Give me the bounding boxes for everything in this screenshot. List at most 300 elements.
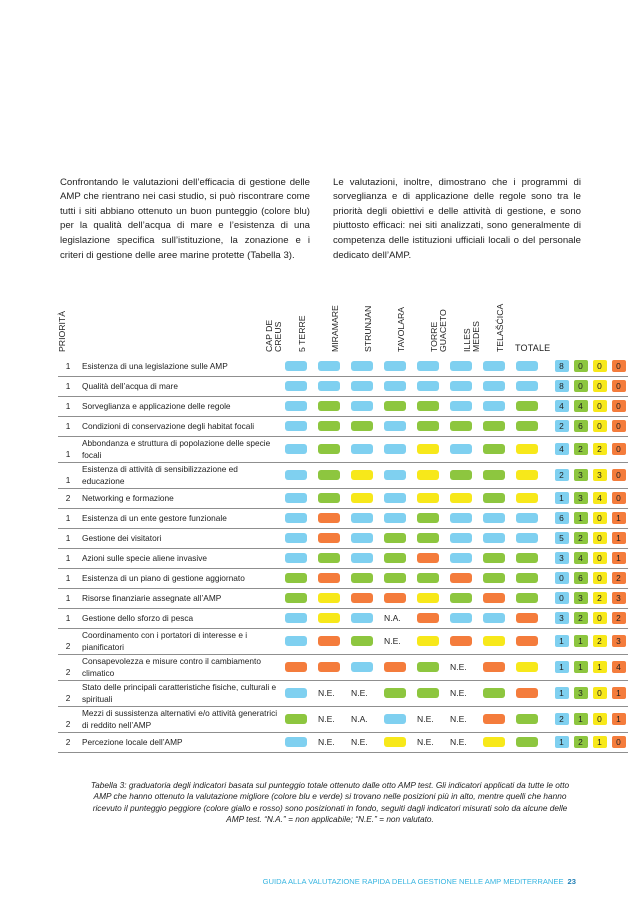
total-cell: [609, 356, 628, 376]
total-count: 3: [555, 612, 569, 624]
total-count: 4: [555, 443, 569, 455]
total-count: 3: [612, 635, 626, 647]
total-count: 0: [593, 572, 607, 584]
total-cell: [590, 654, 609, 680]
total-cell: [552, 608, 571, 628]
total-cell: [590, 436, 609, 462]
rating-cell: [511, 356, 544, 376]
rating-pill: [483, 470, 505, 480]
rating-pill: [450, 401, 472, 411]
rating-pill: [318, 613, 340, 623]
rating-cell: [313, 436, 346, 462]
total-count: 1: [574, 713, 588, 725]
not-rated-label: N.E.: [318, 737, 335, 747]
rating-pill: [318, 493, 340, 503]
spacer-cell: [544, 488, 552, 508]
rating-cell: [412, 376, 445, 396]
rating-pill: [351, 533, 373, 543]
rating-cell: [280, 654, 313, 680]
total-cell: [552, 548, 571, 568]
not-rated-cell: [346, 680, 379, 706]
rating-cell: [412, 488, 445, 508]
rating-pill: [483, 593, 505, 603]
rating-pill: [450, 593, 472, 603]
rating-cell: [478, 608, 511, 628]
total-count: 1: [555, 492, 569, 504]
not-rated-label: N.E.: [351, 737, 368, 747]
page-number: 23: [567, 877, 576, 886]
rating-pill: [450, 421, 472, 431]
rating-pill: [384, 553, 406, 563]
total-cell: [571, 416, 590, 436]
total-cell: [609, 588, 628, 608]
total-cell: [552, 462, 571, 488]
priority-cell: 1: [58, 608, 78, 628]
total-cell: [609, 416, 628, 436]
rating-pill: [318, 553, 340, 563]
rating-cell: [379, 732, 412, 752]
indicator-label: Networking e formazione: [78, 488, 280, 508]
rating-pill: [516, 470, 538, 480]
table-caption: Tabella 3: graduatoria degli indicatori basata sul punteggio totale ottenuto dalle otto AMP test. Gli indicatori applicati da tutte le otto AMP che hanno ottenuto la valutazione migliore (colore blu e verde) si trovano nelle posizioni più in alto, mentre quelli che hanno ricevuto il punteggio peggiore (colore giallo e rosso) sono posizionati in fondo, seguiti dagli indicatori misurati solo da alcune delle AMP test. “N.A.” = non applicabile; “N.E.” = non valutato.: [90, 780, 570, 824]
rating-pill: [483, 688, 505, 698]
total-cell: [571, 628, 590, 654]
rating-cell: [478, 654, 511, 680]
rating-pill: [417, 636, 439, 646]
total-count: 3: [574, 687, 588, 699]
total-cell: [552, 628, 571, 654]
not-rated-label: N.E.: [351, 688, 368, 698]
rating-pill: [450, 381, 472, 391]
rating-cell: [346, 376, 379, 396]
rating-pill: [384, 737, 406, 747]
indicator-label: Gestione dei visitatori: [78, 528, 280, 548]
total-cell: [609, 732, 628, 752]
total-count: 2: [593, 592, 607, 604]
rating-cell: [445, 376, 478, 396]
rating-cell: [280, 416, 313, 436]
rating-cell: [412, 508, 445, 528]
rating-cell: [445, 356, 478, 376]
total-cell: [571, 608, 590, 628]
rating-pill: [318, 470, 340, 480]
rating-cell: [511, 396, 544, 416]
rating-cell: [379, 356, 412, 376]
total-count: 6: [555, 512, 569, 524]
table-row: [58, 488, 628, 508]
rating-pill: [417, 662, 439, 672]
rating-pill: [516, 593, 538, 603]
rating-pill: [450, 470, 472, 480]
rating-pill: [450, 533, 472, 543]
table-row: [58, 608, 628, 628]
indicator-label: Risorse finanziarie assegnate all’AMP: [78, 588, 280, 608]
total-cell: [552, 732, 571, 752]
rating-cell: [412, 568, 445, 588]
rating-cell: [346, 396, 379, 416]
rating-pill: [417, 573, 439, 583]
total-cell: [571, 548, 590, 568]
total-cell: [571, 396, 590, 416]
priority-cell: 1: [58, 508, 78, 528]
rating-pill: [285, 533, 307, 543]
rating-pill: [483, 737, 505, 747]
rating-cell: [346, 628, 379, 654]
total-cell: [552, 654, 571, 680]
priority-cell: 1: [58, 376, 78, 396]
rating-pill: [285, 737, 307, 747]
rating-cell: [478, 732, 511, 752]
rating-pill: [285, 470, 307, 480]
rating-pill: [483, 444, 505, 454]
indicator-label: Esistenza di attività di sensibilizzazione ed educazione: [78, 462, 280, 488]
table-row: [58, 376, 628, 396]
rating-cell: [379, 654, 412, 680]
spacer-cell: [544, 528, 552, 548]
table-row: [58, 680, 628, 706]
rating-pill: [384, 381, 406, 391]
total-cell: [590, 416, 609, 436]
not-rated-cell: [313, 732, 346, 752]
total-count: 2: [555, 469, 569, 481]
spacer-cell: [544, 548, 552, 568]
rating-pill: [318, 533, 340, 543]
rating-cell: [313, 548, 346, 568]
table-row: [58, 356, 628, 376]
total-count: 4: [574, 552, 588, 564]
total-cell: [609, 488, 628, 508]
spacer-cell: [544, 376, 552, 396]
indicator-label: Esistenza di una legislazione sulle AMP: [78, 356, 280, 376]
total-cell: [609, 436, 628, 462]
rating-cell: [412, 462, 445, 488]
rating-cell: [478, 436, 511, 462]
total-count: 2: [574, 443, 588, 455]
total-cell: [552, 356, 571, 376]
total-cell: [571, 508, 590, 528]
spacer-cell: [544, 608, 552, 628]
rating-pill: [318, 381, 340, 391]
rating-cell: [346, 462, 379, 488]
site-header: ILLES MEDES: [462, 321, 481, 352]
rating-pill: [483, 513, 505, 523]
table-row: [58, 628, 628, 654]
total-count: 0: [612, 492, 626, 504]
total-count: 1: [574, 512, 588, 524]
total-count: 8: [555, 380, 569, 392]
rating-pill: [285, 421, 307, 431]
spacer-cell: [544, 680, 552, 706]
rating-cell: [379, 376, 412, 396]
rating-pill: [285, 688, 307, 698]
rating-pill: [450, 444, 472, 454]
rating-cell: [478, 508, 511, 528]
priority-cell: 2: [58, 628, 78, 654]
footer-title: GUIDA ALLA VALUTAZIONE RAPIDA DELLA GESTIONE NELLE AMP MEDITERRANEE: [262, 877, 564, 886]
rating-cell: [379, 508, 412, 528]
total-count: 3: [574, 592, 588, 604]
rating-cell: [280, 628, 313, 654]
not-rated-label: N.E.: [450, 688, 467, 698]
rating-cell: [280, 588, 313, 608]
rating-pill: [417, 593, 439, 603]
total-count: 6: [574, 420, 588, 432]
priority-cell: 2: [58, 488, 78, 508]
priority-cell: 2: [58, 680, 78, 706]
rating-pill: [384, 573, 406, 583]
rating-pill: [285, 493, 307, 503]
total-cell: [609, 548, 628, 568]
rating-pill: [516, 444, 538, 454]
priority-cell: 1: [58, 548, 78, 568]
rating-pill: [285, 381, 307, 391]
rating-cell: [346, 588, 379, 608]
rating-cell: [313, 528, 346, 548]
total-count: 3: [574, 492, 588, 504]
rating-cell: [313, 488, 346, 508]
rating-cell: [412, 588, 445, 608]
paragraph-right: Le valutazioni, inoltre, dimostrano che i programmi di sorveglianza e di applicazione delle regole sono tra le priorità degli obiettivi e delle attività di gestione, e sono piuttosto efficaci: nei siti analizzati, sono generalmente di competenza delle istituzioni ufficiali locali o del personale dedicato dell’AMP.: [333, 176, 581, 261]
rating-pill: [351, 361, 373, 371]
rating-cell: [280, 508, 313, 528]
rating-pill: [351, 493, 373, 503]
table-row: [58, 548, 628, 568]
rating-pill: [285, 636, 307, 646]
total-count: 0: [593, 532, 607, 544]
rating-cell: [313, 654, 346, 680]
rating-cell: [346, 608, 379, 628]
total-count: 0: [593, 380, 607, 392]
spacer-cell: [544, 732, 552, 752]
site-header: TELAŠĆICA: [495, 303, 505, 352]
rating-cell: [346, 528, 379, 548]
rating-pill: [417, 361, 439, 371]
rating-pill: [483, 361, 505, 371]
rating-pill: [384, 533, 406, 543]
rating-cell: [478, 588, 511, 608]
rating-cell: [313, 608, 346, 628]
not-rated-cell: [445, 680, 478, 706]
indicator-label: Condizioni di conservazione degli habitat focali: [78, 416, 280, 436]
rating-cell: [511, 706, 544, 732]
rating-pill: [417, 688, 439, 698]
site-header: CAP DE CREUS: [264, 319, 283, 352]
table-row: [58, 462, 628, 488]
assessment-table: [58, 356, 628, 753]
rating-pill: [516, 737, 538, 747]
not-rated-label: N.E.: [417, 714, 434, 724]
rating-pill: [450, 493, 472, 503]
total-count: 1: [593, 661, 607, 673]
spacer-cell: [544, 462, 552, 488]
total-cell: [552, 376, 571, 396]
total-cell: [590, 462, 609, 488]
indicator-label: Consapevolezza e misure contro il cambiamento climatico: [78, 654, 280, 680]
not-rated-cell: [346, 706, 379, 732]
total-count: 4: [555, 400, 569, 412]
total-count: 2: [574, 532, 588, 544]
rating-cell: [412, 436, 445, 462]
rating-cell: [511, 548, 544, 568]
rating-cell: [511, 416, 544, 436]
total-count: 2: [593, 635, 607, 647]
rating-cell: [445, 568, 478, 588]
rating-pill: [483, 662, 505, 672]
total-cell: [609, 462, 628, 488]
indicator-label: Percezione locale dell’AMP: [78, 732, 280, 752]
rating-cell: [313, 356, 346, 376]
priority-cell: 1: [58, 396, 78, 416]
rating-pill: [384, 421, 406, 431]
rating-cell: [412, 654, 445, 680]
spacer-cell: [544, 588, 552, 608]
total-cell: [590, 548, 609, 568]
rating-cell: [511, 568, 544, 588]
rating-pill: [483, 533, 505, 543]
rating-pill: [318, 361, 340, 371]
priority-cell: 1: [58, 462, 78, 488]
indicator-label: Gestione dello sforzo di pesca: [78, 608, 280, 628]
indicator-label: Azioni sulle specie aliene invasive: [78, 548, 280, 568]
total-cell: [609, 396, 628, 416]
rating-cell: [280, 732, 313, 752]
page-footer: [263, 877, 576, 886]
spacer-cell: [544, 396, 552, 416]
not-rated-cell: [313, 706, 346, 732]
total-count: 1: [612, 512, 626, 524]
rating-pill: [516, 401, 538, 411]
total-cell: [609, 628, 628, 654]
rating-pill: [285, 513, 307, 523]
total-count: 1: [574, 635, 588, 647]
total-cell: [552, 588, 571, 608]
rating-cell: [478, 568, 511, 588]
rating-pill: [285, 662, 307, 672]
rating-cell: [379, 548, 412, 568]
total-cell: [590, 628, 609, 654]
total-cell: [571, 528, 590, 548]
total-cell: [571, 568, 590, 588]
rating-cell: [313, 396, 346, 416]
rating-cell: [379, 488, 412, 508]
rating-cell: [346, 436, 379, 462]
total-cell: [571, 654, 590, 680]
rating-pill: [285, 553, 307, 563]
rating-pill: [483, 714, 505, 724]
spacer-cell: [544, 356, 552, 376]
rating-cell: [478, 462, 511, 488]
not-rated-label: N.E.: [450, 737, 467, 747]
rating-pill: [417, 470, 439, 480]
total-count: 0: [574, 380, 588, 392]
priority-cell: 1: [58, 416, 78, 436]
total-count: 2: [555, 713, 569, 725]
rating-cell: [445, 508, 478, 528]
rating-pill: [417, 444, 439, 454]
total-count: 0: [555, 572, 569, 584]
total-count: 0: [574, 360, 588, 372]
rating-cell: [511, 654, 544, 680]
rating-pill: [285, 593, 307, 603]
rating-cell: [445, 628, 478, 654]
rating-pill: [351, 421, 373, 431]
rating-cell: [478, 548, 511, 568]
rating-cell: [445, 396, 478, 416]
spacer-cell: [544, 706, 552, 732]
rating-cell: [478, 706, 511, 732]
spacer-cell: [544, 508, 552, 528]
rating-cell: [313, 416, 346, 436]
rating-cell: [445, 588, 478, 608]
priority-cell: 1: [58, 588, 78, 608]
rating-pill: [351, 613, 373, 623]
total-cell: [609, 376, 628, 396]
total-count: 2: [612, 612, 626, 624]
rating-cell: [313, 568, 346, 588]
rating-cell: [346, 568, 379, 588]
total-cell: [609, 654, 628, 680]
total-cell: [552, 436, 571, 462]
table-row: [58, 436, 628, 462]
not-rated-label: N.A.: [384, 613, 401, 623]
rating-pill: [417, 421, 439, 431]
total-cell: [590, 488, 609, 508]
rating-cell: [346, 508, 379, 528]
total-count: 1: [555, 736, 569, 748]
rating-cell: [280, 680, 313, 706]
priority-cell: 2: [58, 732, 78, 752]
total-cell: [590, 706, 609, 732]
rating-cell: [445, 608, 478, 628]
total-cell: [552, 680, 571, 706]
site-header: 5 TERRE: [297, 315, 307, 352]
rating-pill: [351, 513, 373, 523]
rating-pill: [516, 421, 538, 431]
not-rated-label: N.E.: [450, 714, 467, 724]
rating-pill: [285, 401, 307, 411]
total-count: 2: [574, 736, 588, 748]
total-cell: [590, 732, 609, 752]
total-cell: [609, 568, 628, 588]
total-count: 0: [612, 420, 626, 432]
rating-cell: [412, 608, 445, 628]
spacer-cell: [544, 654, 552, 680]
rating-cell: [280, 548, 313, 568]
total-count: 5: [555, 532, 569, 544]
total-cell: [590, 508, 609, 528]
rating-pill: [384, 513, 406, 523]
rating-pill: [351, 470, 373, 480]
total-count: 1: [574, 661, 588, 673]
rating-cell: [511, 608, 544, 628]
total-count: 0: [593, 713, 607, 725]
rating-cell: [412, 356, 445, 376]
rating-cell: [511, 462, 544, 488]
total-cell: [552, 568, 571, 588]
table-row: [58, 416, 628, 436]
total-count: 3: [555, 552, 569, 564]
rating-cell: [346, 416, 379, 436]
rating-pill: [483, 573, 505, 583]
rating-pill: [483, 401, 505, 411]
rating-pill: [417, 493, 439, 503]
rating-cell: [280, 528, 313, 548]
priority-cell: 2: [58, 706, 78, 732]
rating-pill: [318, 421, 340, 431]
rating-cell: [379, 436, 412, 462]
total-count: 3: [593, 469, 607, 481]
rating-cell: [445, 462, 478, 488]
